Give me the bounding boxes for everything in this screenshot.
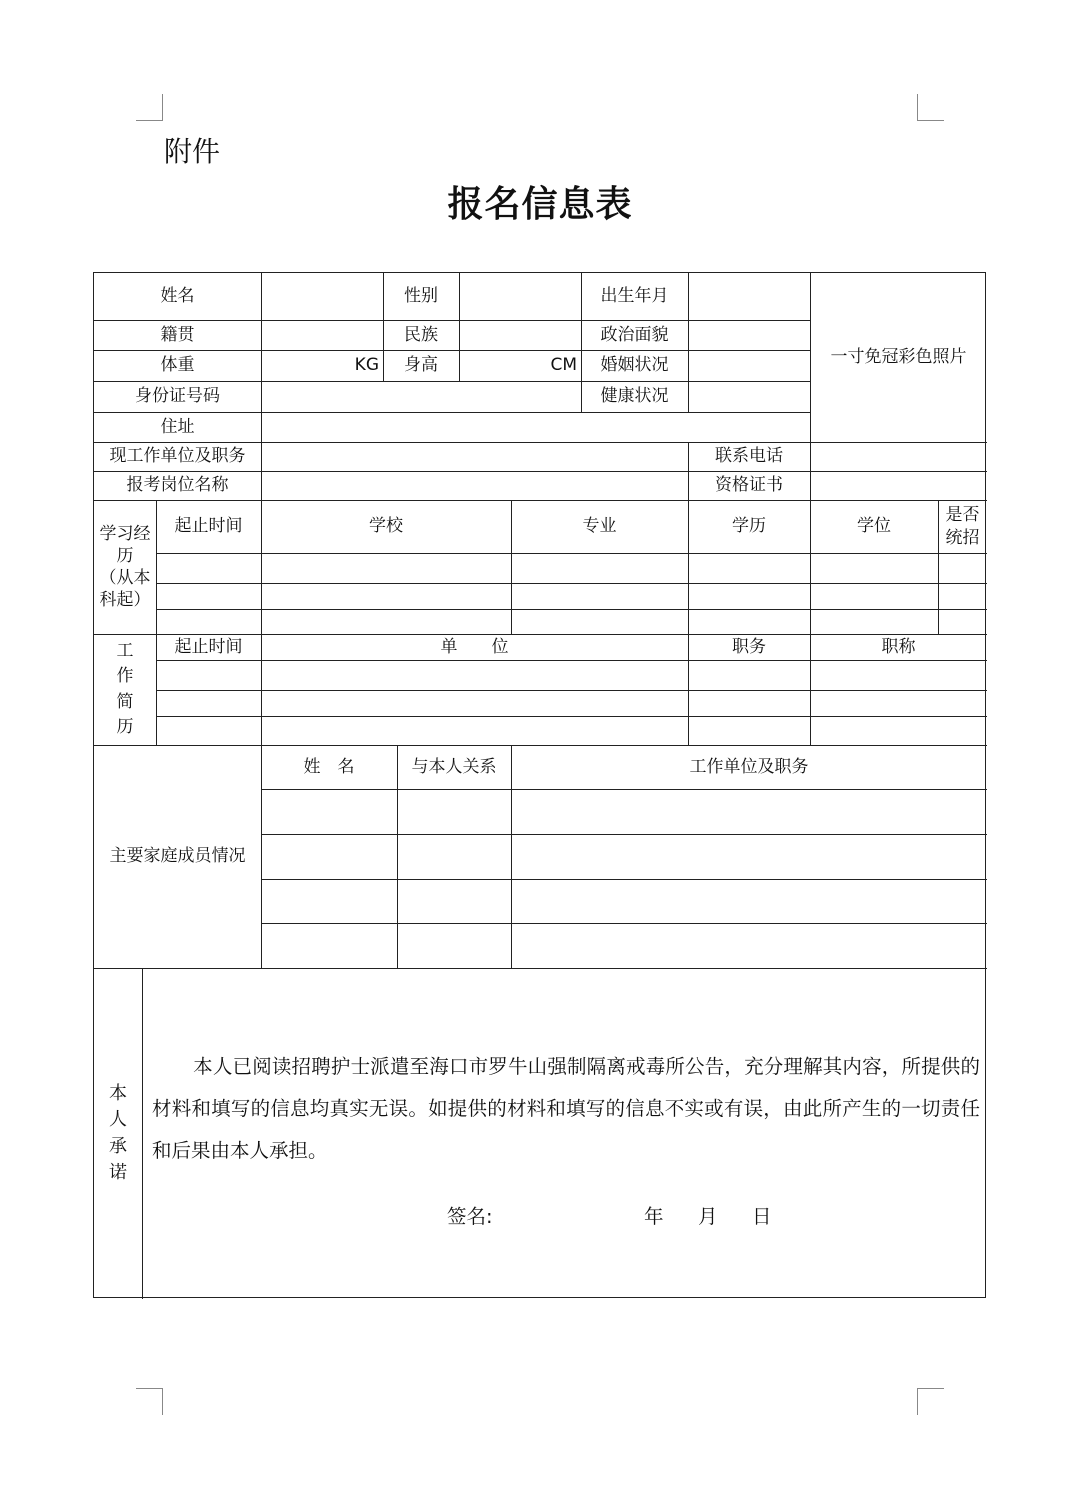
crop-mark-bottom-left: [136, 1388, 163, 1415]
label-weight: 体重: [160, 355, 195, 376]
date-day-label: 日: [752, 1205, 772, 1228]
label-political-status: 政治面貌: [600, 324, 669, 345]
label-birth: 出生年月: [600, 286, 669, 307]
work-header-employer: 单 位: [440, 636, 509, 657]
weight-unit: KG: [354, 355, 379, 376]
label-marital: 婚姻状况: [600, 355, 669, 376]
edu-header-major: 专业: [582, 516, 617, 537]
promise-section-label: 本 人 承 诺: [109, 1083, 127, 1183]
attachment-label: 附件: [164, 135, 221, 168]
label-health: 健康状况: [600, 386, 669, 407]
crop-mark-bottom-right: [917, 1388, 944, 1415]
label-native-place: 籍贯: [160, 324, 195, 345]
label-name: 姓名: [160, 286, 195, 307]
height-unit: CM: [550, 355, 577, 376]
label-current-job: 现工作单位及职务: [109, 446, 246, 467]
edu-header-degree-level: 学历: [732, 516, 766, 537]
label-gender: 性别: [404, 286, 438, 307]
date-month-label: 月: [698, 1205, 718, 1228]
family-header-relation: 与本人关系: [411, 756, 497, 777]
label-id-number: 身份证号码: [135, 386, 220, 407]
education-section-label: 学习经 历 （从本 科起）: [99, 523, 151, 611]
work-section-label: 工 作 简 历: [116, 640, 134, 737]
crop-mark-top-left: [136, 94, 163, 121]
family-header-name: 姓 名: [303, 756, 355, 777]
promise-statement: 本人已阅读招聘护士派遣至海口市罗牛山强制隔离戒毒所公告，充分理解其内容，所提供的材料和填写的信息均真实无误。如提供的材料和填写的信息不实或有误，由此所产生的一切责任和后果由本人承担。: [152, 1055, 980, 1162]
photo-placeholder: 一寸免冠彩色照片: [830, 347, 967, 368]
label-phone: 联系电话: [715, 446, 783, 467]
label-certificate: 资格证书: [715, 475, 783, 496]
registration-form-table: [93, 272, 986, 1298]
edu-header-unified: 是否 统招: [945, 505, 980, 548]
label-ethnicity: 民族: [404, 324, 438, 345]
work-header-title: 职称: [881, 636, 916, 657]
label-position: 报考岗位名称: [126, 475, 229, 496]
edu-header-school: 学校: [369, 516, 403, 537]
label-address: 住址: [160, 416, 195, 437]
family-header-employer: 工作单位及职务: [689, 756, 809, 777]
family-section-label: 主要家庭成员情况: [109, 846, 246, 867]
signature-label: 签名:: [447, 1205, 493, 1228]
edu-header-academic-degree: 学位: [857, 516, 891, 537]
label-height: 身高: [404, 355, 438, 376]
work-header-post: 职务: [732, 636, 766, 657]
page-title: 报名信息表: [447, 184, 633, 225]
date-year-label: 年: [644, 1205, 664, 1228]
crop-mark-top-right: [917, 94, 944, 121]
work-header-period: 起止时间: [174, 636, 243, 657]
edu-header-period: 起止时间: [174, 516, 243, 537]
